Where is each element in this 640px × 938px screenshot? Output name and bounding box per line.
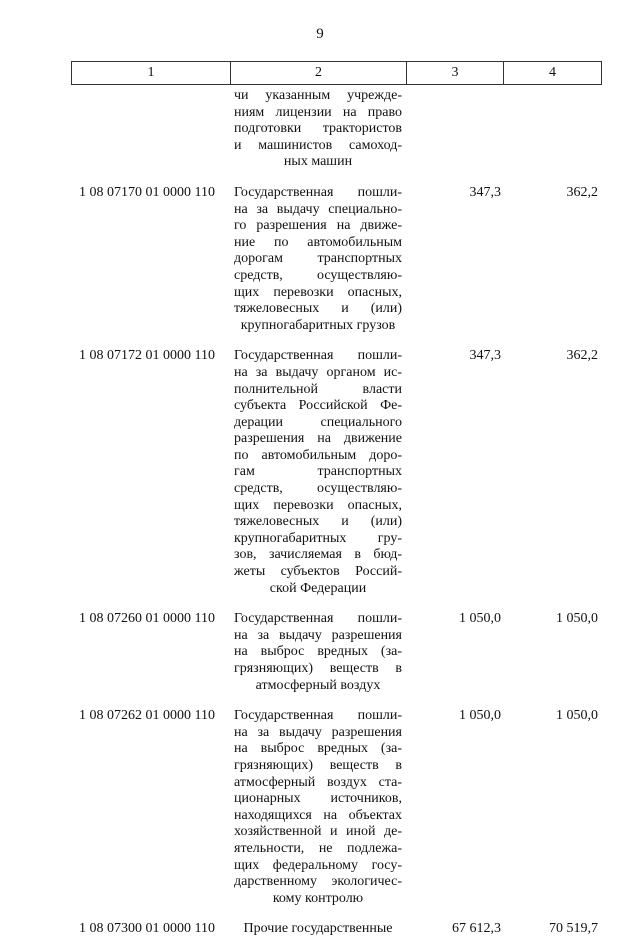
name-line: грязняющих) веществ в [234,661,402,676]
name-line: го разрешения на движе- [234,218,402,234]
continuation-text [234,88,402,171]
name-line: грязняющих) веществ в [234,757,402,773]
name-line: гам транспортных [234,464,402,480]
row-code: 1 08 07262 01 0000 110 [79,708,215,724]
row-value-col4: 70 519,7 [549,921,598,937]
name-line: Государственная пошли- [234,611,402,627]
name-line: ных машин [283,154,353,170]
table-row [71,921,601,938]
row-code: 1 08 07170 01 0000 110 [79,184,215,200]
name-line: на за выдачу органом ис- [234,364,402,380]
header-col-3: 3 [407,62,504,85]
name-line: щих перевозки опасных, [234,497,402,513]
table-rows [71,185,601,938]
row-value-col3: 1 050,0 [459,611,501,627]
name-line: ционарных источников, [234,791,402,807]
name-line: крупногабаритных грузов [240,317,396,333]
name-line: зов, зачисляемая в бюд- [234,547,402,563]
row-name [234,921,402,938]
name-line: Государственная пошли- [234,348,402,364]
table-row [71,708,601,907]
name-line: субъекта Российской Фе- [234,398,402,414]
name-line: кому контролю [272,890,364,906]
name-line: Прочие государственные [243,921,393,937]
name-line: ятельности, не подлежа- [234,840,402,856]
header-col-1: 1 [72,62,231,85]
row-value-col4: 362,2 [566,184,598,200]
name-line: дарственному экологичес- [234,874,402,890]
name-line: тяжеловесных и (или) [234,514,402,530]
name-line: средств, осуществляю- [234,481,402,497]
name-line: Государственная пошли- [234,184,402,200]
continuation-row [71,88,601,171]
name-line: находящихся на объектах [234,807,402,823]
row-code: 1 08 07260 01 0000 110 [79,611,215,627]
row-name [234,185,402,334]
name-line: хозяйственной и иной де- [234,824,402,840]
name-line: на за выдачу специально- [234,201,402,217]
name-line: средств, осуществляю- [234,267,402,283]
name-line: дерации специального [234,414,402,430]
name-line: атмосферный воздух [255,677,381,693]
row-value-col4: 362,2 [566,348,598,364]
name-line: атмосферный воздух ста- [234,774,402,790]
row-name [234,348,402,597]
name-line: по автомобильным доро- [234,447,402,463]
name-line: на за выдачу разрешения [234,627,402,643]
row-value-col3: 1 050,0 [459,708,501,724]
header-col-2: 2 [231,62,407,85]
name-line: крупногабаритных гру- [234,530,402,546]
name-line: полнительной власти [234,381,402,397]
name-line: тяжеловесных и (или) [234,301,402,317]
name-line: на выброс вредных (за- [234,644,402,660]
name-line: Государственная пошли- [234,708,402,724]
table-row [71,611,601,694]
row-value-col4: 1 050,0 [556,611,598,627]
table-header [71,61,602,85]
name-line: чи указанным учрежде- [234,88,402,103]
row-code: 1 08 07300 01 0000 110 [79,921,215,937]
table-row [71,185,601,334]
name-line: щих федеральному госу- [234,857,402,873]
name-line: ской Федерации [269,580,367,596]
row-value-col3: 67 612,3 [452,921,501,937]
name-line: дорогам транспортных [234,251,402,267]
header-col-4: 4 [504,62,602,85]
table-body [71,88,601,938]
name-line: подготовки трактористов [234,121,402,137]
name-line: щих перевозки опасных, [234,284,402,300]
row-name [234,611,402,694]
row-value-col4: 1 050,0 [556,708,598,724]
table-row [71,348,601,597]
row-name [234,708,402,907]
name-line: на выброс вредных (за- [234,741,402,757]
name-line: ниям лицензии на право [234,104,402,120]
page-number: 9 [316,26,324,42]
row-value-col3: 347,3 [469,348,501,364]
name-line: жеты субъектов Россий- [234,564,402,580]
name-line: и машинистов самоход- [234,137,402,153]
row-value-col3: 347,3 [469,184,501,200]
name-line: ние по автомобильным [234,234,402,250]
name-line: на за выдачу разрешения [234,724,402,740]
header-row [72,62,602,85]
name-line: разрешения на движение [234,431,402,447]
row-code: 1 08 07172 01 0000 110 [79,348,215,364]
